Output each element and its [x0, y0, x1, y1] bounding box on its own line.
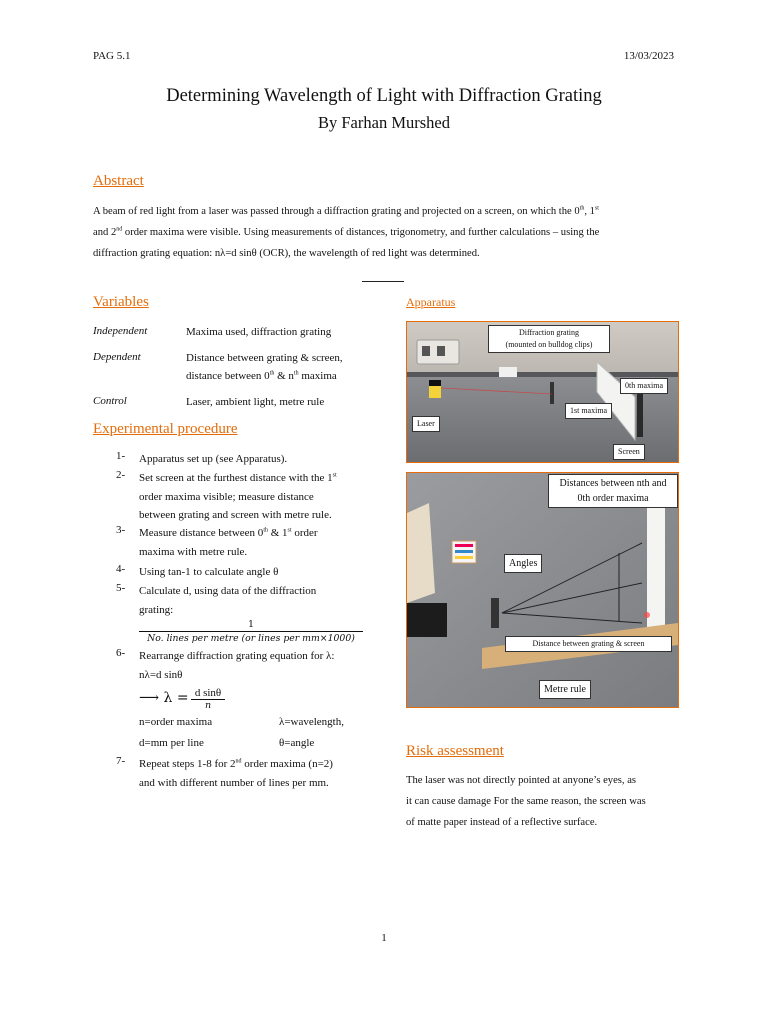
page-number: 1: [381, 932, 387, 944]
abstract-paragraph: [93, 201, 675, 264]
callout-laser: Laser: [412, 416, 440, 432]
d-fraction-numerator: 1: [247, 619, 255, 630]
header-doc-code: PAG 5.1: [93, 50, 131, 62]
callout-0th-maxima: 0th maxima: [620, 378, 668, 394]
step-6-text: Rearrange diffraction grating equation for λ: nλ=d sinθ: [139, 650, 335, 681]
callout-distance-grating-screen: Distance between grating & screen: [505, 636, 672, 652]
abstract-line-2: and 2nd order maxima were visible. Using measurements of distances, trigonometry, and further calculations – using the: [93, 226, 600, 238]
step-1-text: Apparatus set up (see Apparatus).: [139, 453, 288, 465]
section-divider: [362, 281, 404, 282]
step-4-number: 4-: [116, 563, 126, 575]
lambda-numerator: d sinθ: [194, 687, 222, 699]
header-date: 13/03/2023: [623, 50, 674, 62]
procedure-heading: Experimental procedure: [93, 421, 238, 437]
callout-angles: Angles: [504, 554, 542, 573]
control-value: Laser, ambient light, metre rule: [186, 396, 325, 408]
lambda-fraction: [191, 687, 225, 711]
step-3-number: 3-: [116, 524, 126, 536]
abstract-line-1: A beam of red light from a laser was passed through a diffraction grating and projected on a screen, on which the 0th, 1st: [93, 205, 599, 217]
callout-metre-rule: Metre rule: [539, 680, 591, 699]
d-fraction-denominator: No. lines per metre (or lines per mm×1000): [147, 633, 355, 644]
step-6-number: 6-: [116, 647, 126, 659]
step-2-number: 2-: [116, 469, 126, 481]
callout-1st-maxima: 1st maxima: [565, 403, 612, 419]
def-n: n=order maxima: [139, 716, 213, 728]
step-7-number: 7-: [116, 755, 126, 767]
lambda-equation-arrow: ⟶ λ =: [139, 690, 189, 706]
control-label: Control: [93, 395, 127, 407]
callout-distances-maxima: Distances between nth and 0th order maxima: [548, 474, 678, 508]
step-5-text: Calculate d, using data of the diffraction grating:: [139, 585, 317, 616]
page-title: Determining Wavelength of Light with Diffraction Grating: [166, 86, 602, 106]
abstract-heading: Abstract: [93, 173, 144, 189]
abstract-line-3: diffraction grating equation: nλ=d sinθ (OCR), the wavelength of red light was determined.: [93, 248, 480, 259]
author-line: By Farhan Murshed: [318, 113, 450, 132]
d-fraction-bar: [139, 631, 363, 632]
step-4-text: Using tan-1 to calculate angle θ: [139, 566, 279, 578]
risk-heading: Risk assessment: [406, 743, 504, 759]
callout-diffraction-grating: Diffraction grating (mounted on bulldog clips): [488, 325, 610, 353]
dependent-label: Dependent: [93, 351, 141, 363]
dependent-value: Distance between grating & screen, distance between 0th & $n^{th}$ maxima: [186, 352, 343, 382]
step-7-text: Repeat steps 1-8 for 2nd order maxima (n=2) and with different number of lines per mm.: [139, 758, 333, 789]
step-1-number: 1-: [116, 450, 126, 462]
independent-value: Maxima used, diffraction grating: [186, 326, 332, 338]
variables-heading: Variables: [93, 294, 149, 310]
step-2-text: Set screen at the furthest distance with the 1st order maxima visible; measure distance between grating and screen with metre rule.: [139, 472, 337, 521]
step-3-text: Measure distance between 0th & 1st order maxima with metre rule.: [139, 527, 318, 558]
def-lambda: λ=wavelength,: [279, 716, 344, 728]
apparatus-heading: Apparatus: [406, 295, 456, 309]
independent-label: Independent: [93, 325, 148, 337]
apparatus-photo-setup: [406, 321, 679, 463]
step-5-number: 5-: [116, 582, 126, 594]
d-fraction: [139, 619, 363, 644]
risk-paragraph: The laser was not directly pointed at anyone’s eyes, as it can cause damage For the same reason, the screen was of matte paper instead of a reflective surface.: [406, 775, 646, 828]
def-d: d=mm per line: [139, 737, 204, 749]
def-theta: θ=angle: [279, 737, 315, 749]
callout-screen: Screen: [613, 444, 645, 460]
apparatus-photo-measurements: [406, 472, 679, 708]
measurement-photo-illustration: [407, 473, 678, 707]
lambda-denominator: n: [204, 700, 212, 711]
